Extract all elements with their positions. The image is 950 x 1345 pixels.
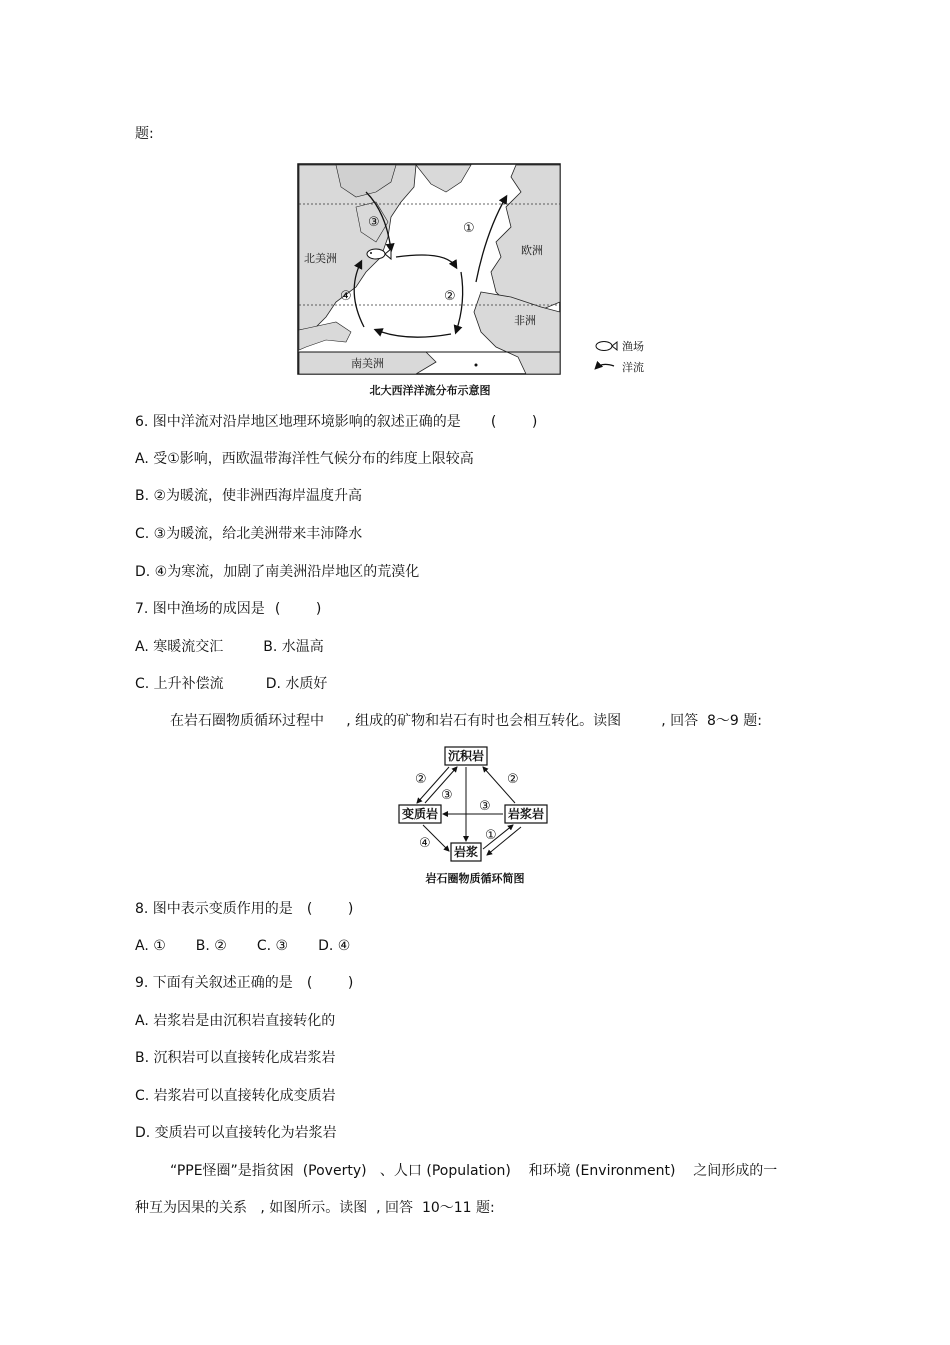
q6-paren: ( ) — [490, 414, 538, 430]
q6-option-d: D. ④为寒流，加剧了南美洲沿岸地区的荒漠化 — [135, 564, 420, 580]
rock-intro: 在岩石圈物质循环过程中 , 组成的矿物和岩石有时也会相互转化。读图 , 回答 8～9 题: — [170, 713, 762, 729]
q9-paren: ( ) — [306, 975, 354, 991]
legend-fishery: 渔场 — [622, 340, 644, 353]
q8-option-c: C. ③ — [256, 938, 289, 954]
current-number-1: ① — [463, 221, 475, 236]
north-atlantic-map — [296, 162, 666, 402]
q6-option-a: A. 受①影响，西欧温带海洋性气候分布的纬度上限较高 — [135, 451, 474, 467]
q7-options-row1 — [135, 638, 324, 656]
label-africa: 非洲 — [514, 314, 536, 327]
rock-cycle-diagram — [395, 743, 555, 868]
q9-option-d: D. 变质岩可以直接转化为岩浆岩 — [135, 1125, 337, 1141]
q9-stem — [135, 974, 353, 992]
rock-number-2-right: ② — [507, 772, 519, 787]
rock-number-1: ① — [485, 828, 497, 843]
legend-current: 洋流 — [622, 361, 644, 374]
q7-stem — [135, 600, 321, 618]
map-caption: 北大西洋洋流分布示意图 — [369, 384, 491, 397]
label-europe: 欧洲 — [521, 244, 543, 257]
q9-option-b: B. 沉积岩可以直接转化成岩浆岩 — [135, 1050, 336, 1066]
label-north-america: 北美洲 — [304, 252, 337, 265]
q6-stem — [135, 413, 537, 431]
box-metamorphic-label: 变质岩 — [401, 807, 439, 821]
box-sedimentary-label: 沉积岩 — [447, 749, 485, 763]
rock-number-4: ④ — [419, 836, 431, 851]
q7-options-row2 — [135, 675, 327, 693]
box-igneous-label: 岩浆岩 — [507, 807, 545, 821]
current-number-4: ④ — [340, 289, 352, 304]
rock-number-3-left: ③ — [441, 788, 453, 803]
current-number-3: ③ — [368, 215, 380, 230]
ppe-line-1: “PPE怪圈”是指贫困 (Poverty) 、人口 (Population) 和环境 (Environment) 之间形成的一 — [170, 1163, 778, 1179]
label-south-america: 南美洲 — [351, 357, 384, 370]
q8-option-d: D. ④ — [318, 938, 351, 954]
q7-option-b: B. 水温高 — [263, 639, 324, 655]
q7-stem-text: 7. 图中渔场的成因是 — [135, 601, 265, 617]
rock-caption: 岩石圈物质循环简图 — [425, 872, 525, 885]
q7-option-c: C. 上升补偿流 — [135, 676, 224, 692]
q9-stem-text: 9. 下面有关叙述正确的是 — [135, 975, 293, 991]
north-atlantic-map-figure — [296, 162, 666, 402]
rock-cycle-figure — [395, 743, 555, 868]
q8-stem — [135, 900, 353, 918]
q9-option-a: A. 岩浆岩是由沉积岩直接转化的 — [135, 1013, 336, 1029]
q8-option-a: A. ① — [135, 938, 166, 954]
q7-option-a: A. 寒暖流交汇 — [135, 639, 224, 655]
q6-option-c: C. ③为暖流，给北美洲带来丰沛降水 — [135, 526, 363, 542]
q8-stem-text: 8. 图中表示变质作用的是 — [135, 901, 293, 917]
intro-tail: 题: — [135, 126, 154, 142]
q8-options — [135, 937, 350, 955]
box-magma-label: 岩浆 — [453, 845, 479, 859]
ppe-line-2: 种互为因果的关系 , 如图所示。读图 , 回答 10～11 题: — [135, 1200, 495, 1216]
current-number-2: ② — [444, 289, 456, 304]
q9-option-c: C. 岩浆岩可以直接转化成变质岩 — [135, 1088, 336, 1104]
rock-number-2-left: ② — [415, 772, 427, 787]
legend-current-icon — [596, 364, 614, 368]
legend-fish-icon — [596, 342, 612, 351]
rock-number-3-right: ③ — [479, 799, 491, 814]
q8-paren: ( ) — [306, 901, 354, 917]
q6-option-b: B. ②为暖流，使非洲西海岸温度升高 — [135, 488, 363, 504]
q7-option-d: D. 水质好 — [265, 676, 328, 692]
q6-stem-text: 6. 图中洋流对沿岸地区地理环境影响的叙述正确的是 — [135, 414, 461, 430]
q7-paren: ( ) — [274, 601, 322, 617]
map-legend — [596, 339, 644, 374]
q8-option-b: B. ② — [195, 938, 227, 954]
